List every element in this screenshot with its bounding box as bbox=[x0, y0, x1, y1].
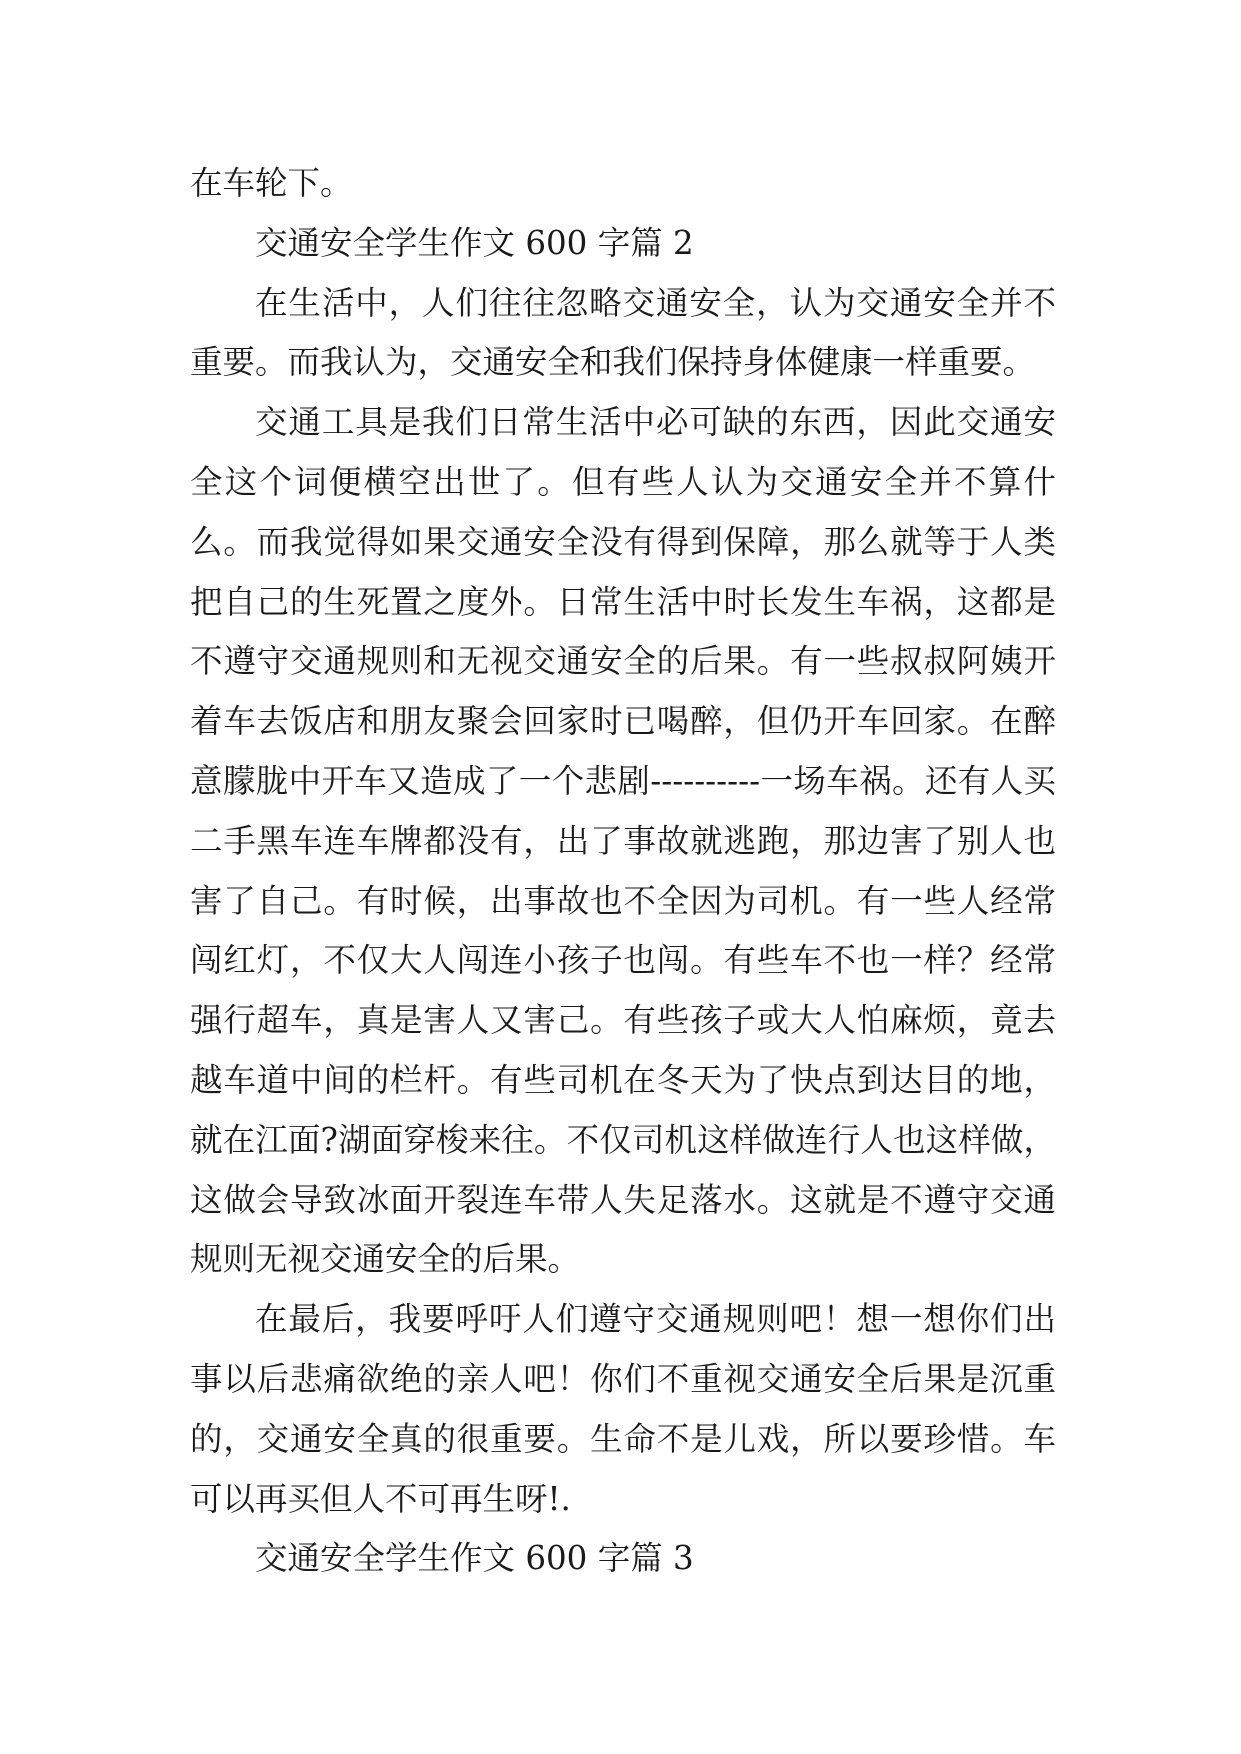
essay-heading-3: 交通安全学生作文 600 字篇 3 bbox=[255, 1539, 694, 1578]
paragraph-continuation: 在车轮下。 bbox=[190, 164, 353, 202]
paragraph: 在最后，我要呼吁人们遵守交通规则吧！想一想你们出事以后悲痛欲绝的亲人吧！你们不重视交通安全后果是沉重的，交通安全真的很重要。生命不是儿戏，所以要珍惜。车可以再买但人不可再生呀!. bbox=[190, 1300, 1056, 1518]
paragraph: 交通工具是我们日常生活中必可缺的东西，因此交通安全这个词便横空出世了。但有些人认为交通安全并不算什么。而我觉得如果交通安全没有得到保障，那么就等于人类把自己的生死置之度外。日常生活中时长发生车祸，这都是不遵守交通规则和无视交通安全的后果。有一些叔叔阿姨开着车去饭店和朋友聚会回家时已喝醉，但仍开车回家。在醉意朦胧中开车又造成了一个悲剧----------一场车祸。还有人买二手黑车连车牌都没有，出了事故就逃跑，那边害了别人也害了自己。有时候，出事故也不全因为司机。有一些人经常闯红灯，不仅大人闯连小孩子也闯。有些车不也一样？经常强行超车，真是害人又害己。有些孩子或大人怕麻烦，竟去越车道中间的栏杆。有些司机在冬天为了快点到达目的地，就在江面?湖面穿梭来往。不仅司机这样做连行人也这样做，这做会导致冰面开裂连车带人失足落水。这就是不遵守交通规则无视交通安全的后果。 bbox=[190, 403, 1056, 1279]
document-body bbox=[190, 154, 1056, 1589]
essay-heading-2: 交通安全学生作文 600 字篇 2 bbox=[255, 223, 694, 262]
paragraph: 在生活中，人们往往忽略交通安全，认为交通安全并不重要。而我认为，交通安全和我们保持身体健康一样重要。 bbox=[190, 283, 1056, 382]
